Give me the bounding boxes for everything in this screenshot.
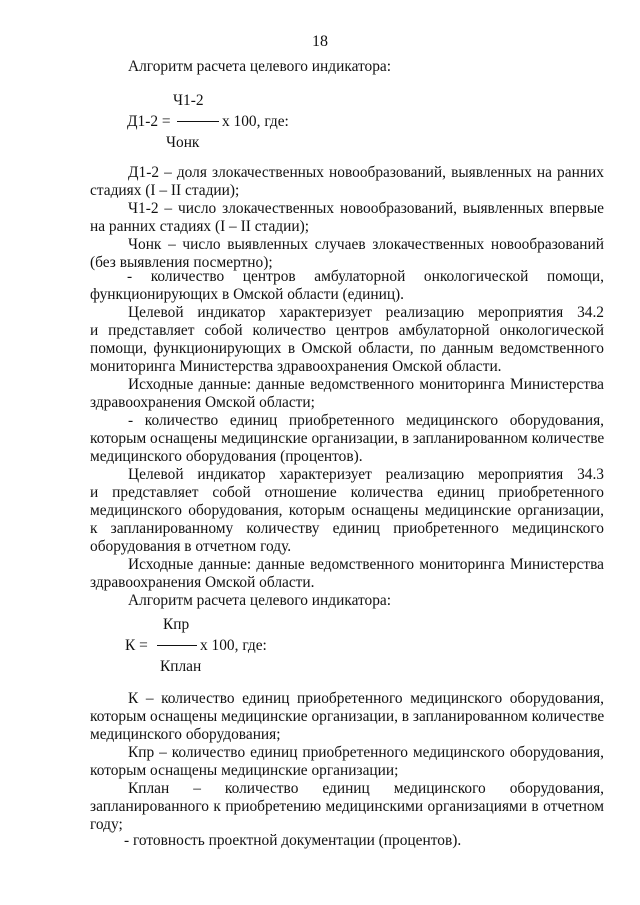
page-number: 18 — [312, 33, 328, 50]
definition-kpr-line-1: Кпр – количество единиц приобретенного медицинского оборудования, — [128, 744, 604, 761]
formula-tail: х 100, где: — [222, 113, 289, 130]
formula-denominator: Чонк — [166, 134, 200, 151]
source-2-line-2: здравоохранения Омской области. — [90, 574, 315, 591]
indicator-design-docs: - готовность проектной документации (процентов). — [124, 832, 462, 849]
target-34-3-line-1: Целевой индикатор характеризует реализацию мероприятия 34.3 — [128, 466, 604, 483]
target-34-2-line-1: Целевой индикатор характеризует реализацию мероприятия 34.2 — [128, 304, 604, 321]
target-34-3-line-2: и представляет собой отношение количества единиц приобретенного — [90, 484, 604, 501]
definition-k-line-3: медицинского оборудования; — [90, 726, 281, 743]
source-1-line-2: здравоохранения Омской области; — [90, 394, 315, 411]
source-2-line-1: Исходные данные: данные ведомственного мониторинга Министерства — [128, 556, 604, 573]
target-34-2-line-3: помощи, функционирующих в Омской области, по данным ведомственного — [90, 340, 604, 357]
target-34-3-line-4: к запланированному количеству единиц приобретенного медицинского — [90, 520, 604, 537]
formula-lhs: Д1-2 = — [127, 113, 171, 130]
indicator-equipment-line-3: медицинского оборудования (процентов). — [90, 448, 363, 465]
definition-k-line-2: которым оснащены медицинские организации, в запланированном количестве — [90, 708, 605, 725]
source-1-line-1: Исходные данные: данные ведомственного мониторинга Министерства — [128, 376, 604, 393]
definition-kpr-line-2: которым оснащены медицинские организации; — [90, 762, 399, 779]
definition-chonk-line-1: Чонк – число выявленных случаев злокачественных новообразований — [128, 236, 604, 253]
definition-chonk-line-2: (без выявления посмертно); — [90, 254, 273, 271]
target-34-3-line-3: медицинского оборудования, которым оснащены медицинские организации, — [90, 502, 604, 519]
definition-kplan-line-2: запланированного к приобретению медицинскими организациями в отчетном — [90, 798, 604, 815]
definition-kplan-line-1: Кплан – количество единиц медицинского оборудования, — [128, 780, 604, 797]
definition-kplan-line-3: году; — [90, 816, 123, 833]
formula-2-numerator: Кпр — [163, 616, 190, 633]
indicator-centers-line-2: функционирующих в Омской области (единиц). — [90, 286, 405, 303]
target-34-2-line-2: и представляет собой количество центров амбулаторной онкологической — [90, 322, 604, 339]
definition-ch12-line-2: на ранних стадиях (I – II стадии); — [90, 218, 309, 235]
definition-k-line-1: К – количество единиц приобретенного медицинского оборудования, — [128, 690, 604, 707]
target-34-2-line-4: мониторинга Министерства здравоохранения Омской области. — [90, 358, 502, 375]
fraction-bar-2 — [157, 645, 197, 646]
formula-2-denominator: Кплан — [160, 658, 202, 675]
formula-2-lhs: К = — [125, 637, 148, 654]
formula-2-tail: х 100, где: — [200, 637, 267, 654]
indicator-centers-line-1: - количество центров амбулаторной онкологической помощи, — [127, 268, 604, 285]
target-34-3-line-5: оборудования в отчетном году. — [90, 538, 292, 555]
definition-ch12-line-1: Ч1-2 – число злокачественных новообразований, выявленных впервые — [128, 200, 604, 217]
fraction-bar — [177, 121, 219, 122]
algorithm-heading-2: Алгоритм расчета целевого индикатора: — [128, 592, 392, 609]
formula-numerator: Ч1-2 — [173, 92, 204, 109]
indicator-equipment-line-1: - количество единиц приобретенного медицинского оборудования, — [128, 412, 604, 429]
definition-d12-line-1: Д1-2 – доля злокачественных новообразований, выявленных на ранних — [128, 164, 604, 181]
definition-d12-line-2: стадиях (I – II стадии); — [90, 182, 240, 199]
indicator-equipment-line-2: которым оснащены медицинские организации, в запланированном количестве — [90, 430, 605, 447]
algorithm-heading: Алгоритм расчета целевого индикатора: — [128, 58, 392, 75]
